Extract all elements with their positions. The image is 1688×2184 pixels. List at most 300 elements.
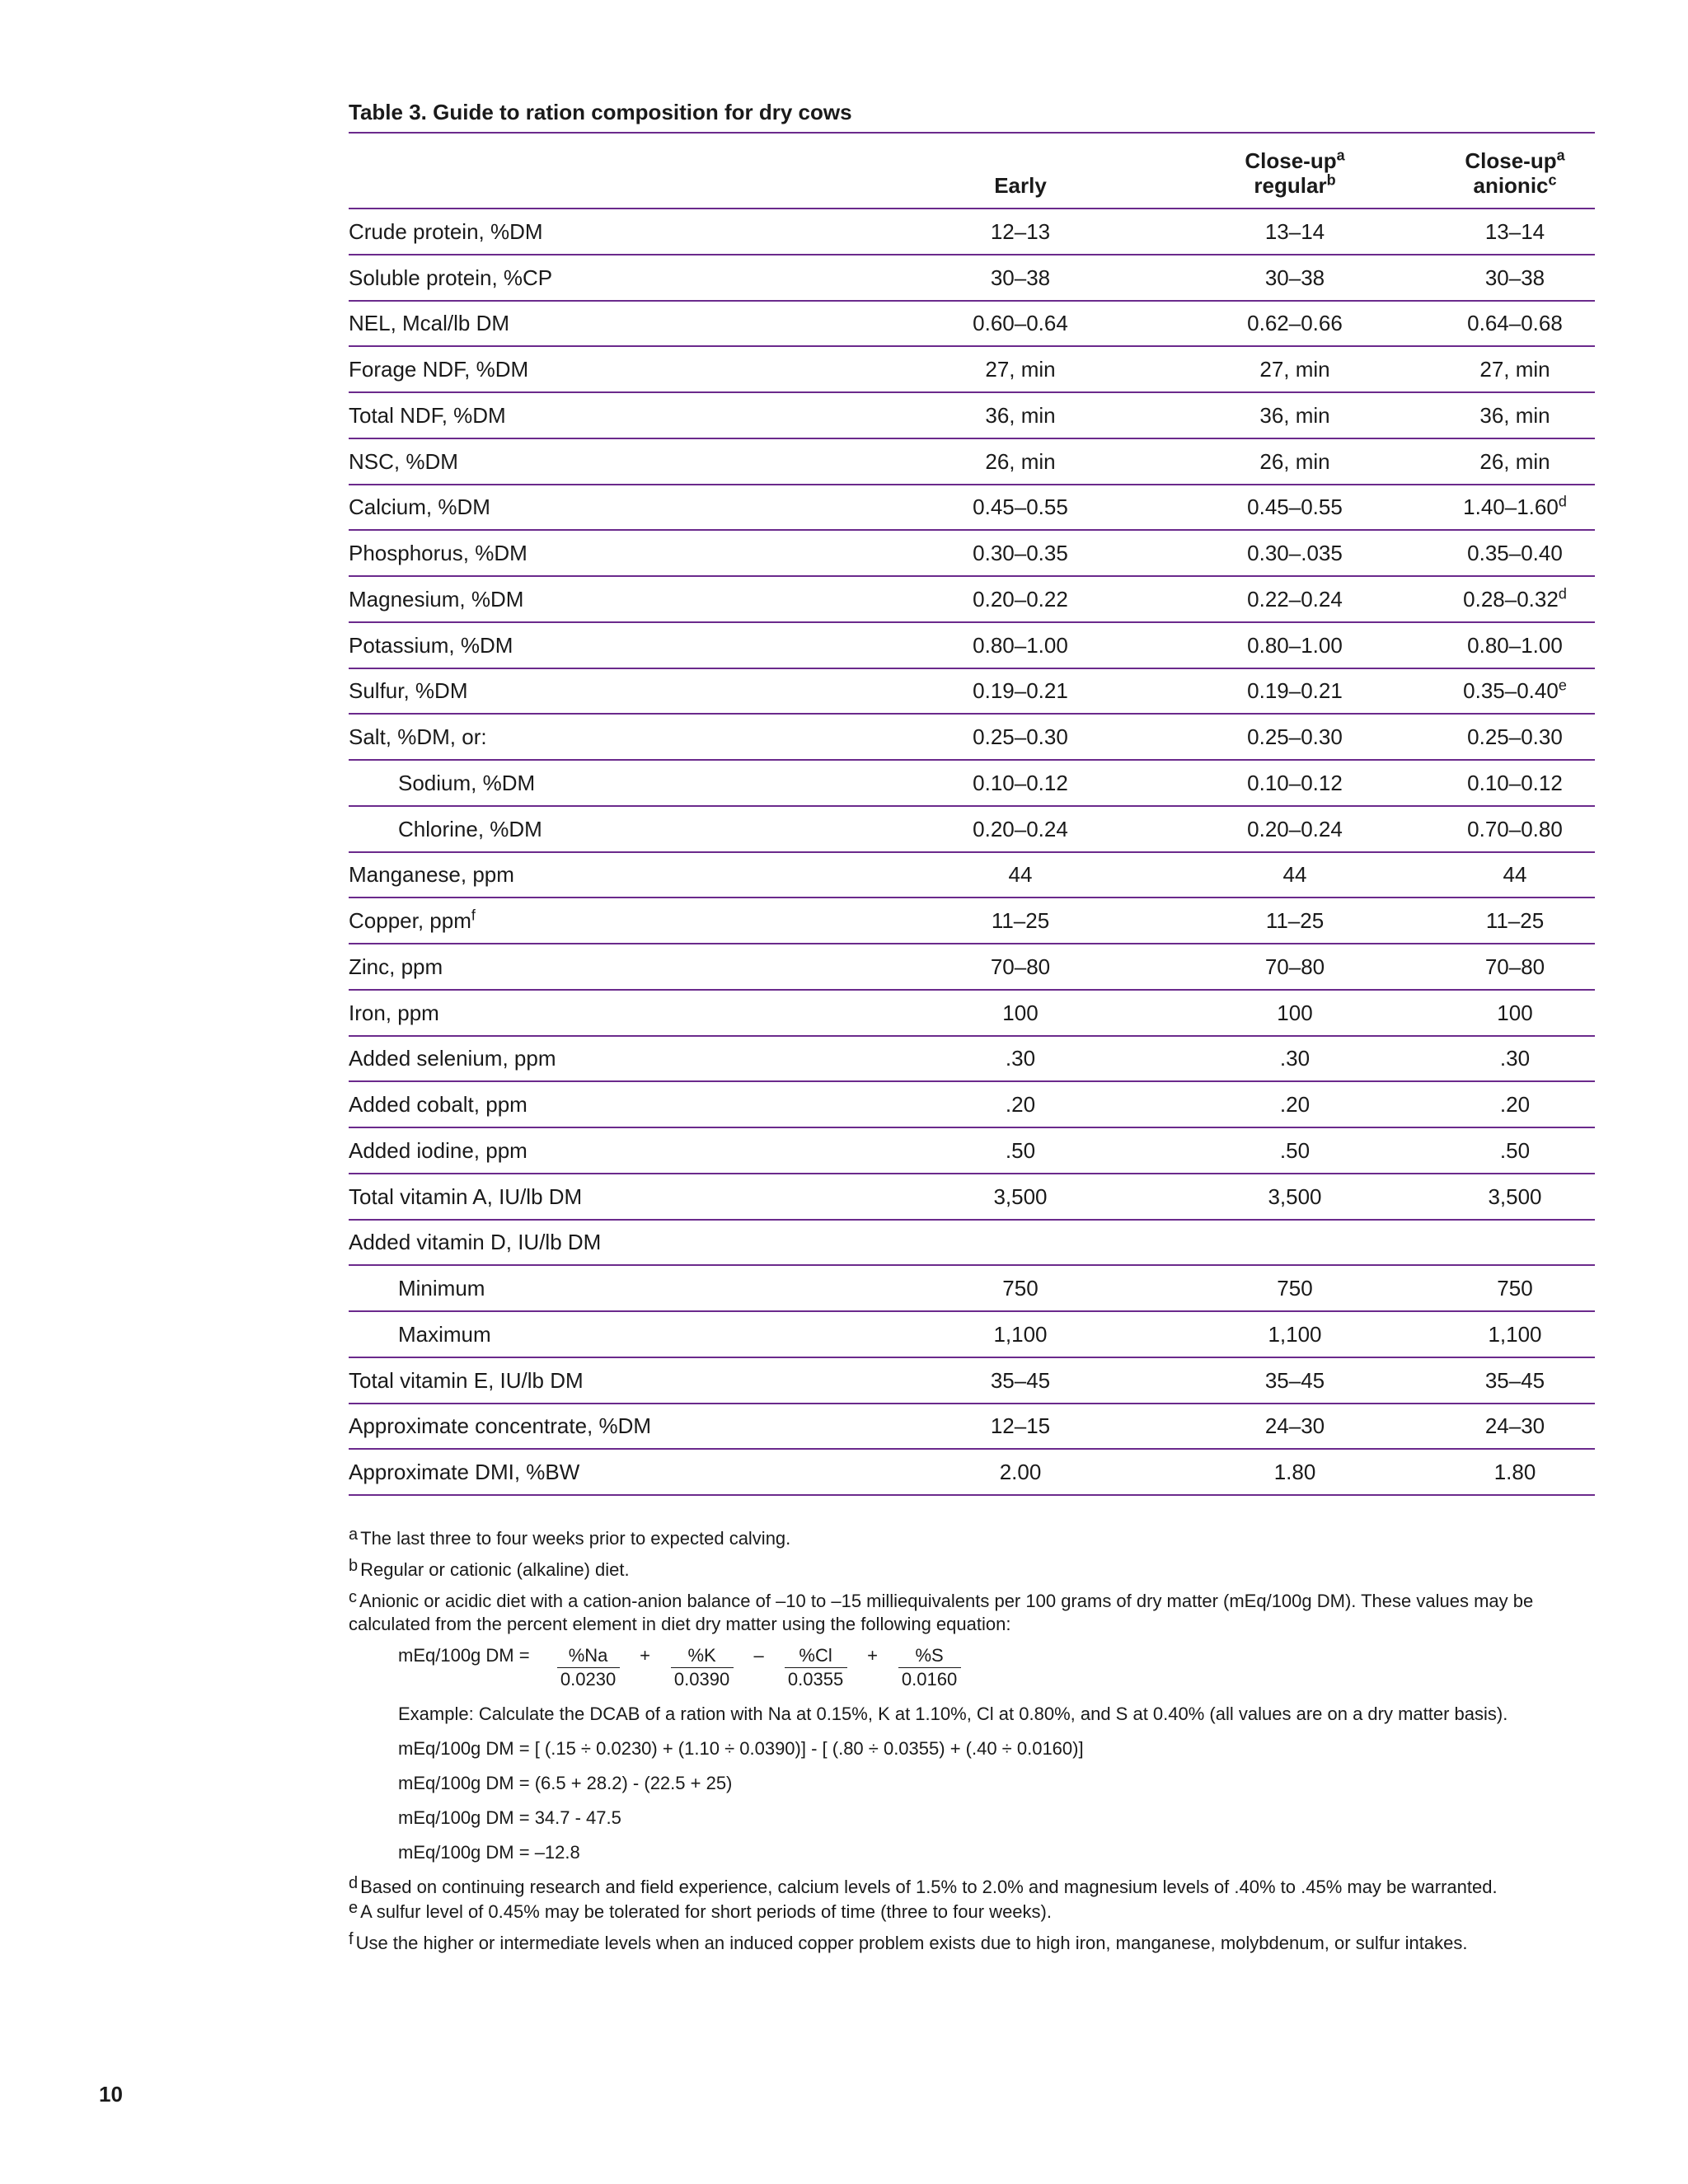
value-text: 30–38	[1264, 265, 1325, 290]
footnote-text: The last three to four weeks prior to expected calving.	[360, 1528, 791, 1549]
value-text: 100	[1002, 1000, 1039, 1025]
row-label-text: Potassium, %DM	[349, 632, 513, 658]
table-title: Table 3. Guide to ration composition for dry cows	[349, 100, 852, 124]
header-cell-1	[1155, 133, 1435, 209]
row-label-text: Phosphorus, %DM	[349, 541, 528, 566]
value-cell	[1155, 1311, 1435, 1357]
value-cell	[1155, 485, 1435, 531]
value-text: 0.19–0.21	[1247, 678, 1343, 704]
table-row	[349, 346, 1595, 392]
value-cell	[1435, 1081, 1595, 1127]
value-text: 2.00	[999, 1460, 1042, 1485]
value-text: 1,100	[993, 1321, 1048, 1347]
table-header	[349, 133, 1595, 209]
table-row	[349, 209, 1595, 255]
value-text: 26, min	[1259, 448, 1330, 474]
value-text: 0.19–0.21	[973, 678, 1068, 704]
value-text: 3,500	[1488, 1183, 1542, 1209]
value-cell	[1435, 1127, 1595, 1174]
value-text: 24–30	[1484, 1413, 1545, 1439]
value-text: 0.70–0.80	[1467, 816, 1563, 841]
value-text: 0.35–0.40	[1467, 541, 1563, 566]
table-body	[349, 209, 1595, 1495]
value-cell	[1155, 714, 1435, 760]
example-line: mEq/100g DM = 34.7 - 47.5	[398, 1807, 621, 1828]
example-line: mEq/100g DM = [ (.15 ÷ 0.0230) + (1.10 ÷ 0.0390)] - [ (.80 ÷ 0.0355) + (.40 ÷ 0.0160)]	[398, 1738, 1084, 1759]
value-text: 1,100	[1488, 1321, 1542, 1347]
value-text: 0.20–0.24	[973, 816, 1068, 841]
row-label-text: Forage NDF, %DM	[349, 357, 529, 382]
row-label-text: Copper, ppm	[349, 908, 471, 934]
value-text: 36, min	[985, 402, 1056, 428]
value-text: .20	[1005, 1092, 1036, 1118]
row-label-text: Salt, %DM, or:	[349, 724, 487, 750]
value-text: 27, min	[1479, 357, 1550, 382]
document-content	[349, 92, 1595, 1963]
row-label-text: NSC, %DM	[349, 448, 458, 474]
table-row	[349, 852, 1595, 898]
value-cell	[886, 852, 1155, 898]
value-text: .50	[1279, 1137, 1311, 1163]
value-text: 0.60–0.64	[973, 311, 1068, 336]
row-label-text: Total NDF, %DM	[349, 402, 506, 428]
value-cell	[1155, 1127, 1435, 1174]
value-text: 0.30–0.35	[973, 541, 1068, 566]
value-text: 1,100	[1268, 1321, 1322, 1347]
value-cell	[1435, 576, 1595, 622]
fraction-denominator: 0.0230	[560, 1669, 617, 1690]
footnote-c	[349, 1590, 1595, 1636]
table-row	[349, 806, 1595, 852]
value-text: 0.80–1.00	[1247, 632, 1343, 658]
fraction-cl	[776, 1644, 856, 1691]
value-text: 35–45	[1484, 1367, 1545, 1393]
row-label	[349, 1404, 886, 1450]
value-cell	[1155, 898, 1435, 944]
table-row	[349, 576, 1595, 622]
header-row	[349, 133, 1595, 209]
value-cell	[886, 485, 1155, 531]
value-cell	[1435, 990, 1595, 1036]
footnote-ref: b	[1326, 171, 1336, 189]
value-text: 750	[1497, 1276, 1533, 1301]
row-label	[349, 301, 886, 347]
row-label	[349, 392, 886, 438]
row-label	[349, 806, 886, 852]
value-text: 750	[1002, 1276, 1039, 1301]
value-cell	[886, 668, 1155, 715]
footnote-a	[349, 1527, 1595, 1550]
value-cell	[1155, 1449, 1435, 1495]
value-cell	[886, 622, 1155, 668]
value-cell	[886, 530, 1155, 576]
header-cell-0	[886, 133, 1155, 209]
row-label-text: Magnesium, %DM	[349, 586, 524, 612]
value-cell	[1155, 209, 1435, 255]
value-text: 0.10–0.12	[973, 770, 1068, 795]
table-row	[349, 1081, 1595, 1127]
ration-table	[349, 132, 1595, 1496]
value-cell	[1155, 1036, 1435, 1082]
value-cell	[1435, 1036, 1595, 1082]
page-number: 10	[99, 2082, 123, 2107]
value-cell	[1155, 990, 1435, 1036]
row-label-text: Added iodine, ppm	[349, 1137, 528, 1163]
value-cell	[886, 1081, 1155, 1127]
footnote-text: Based on continuing research and field experience, calcium levels of 1.5% to 2.0% and magnesium levels of .40% to .45% may be warranted.	[360, 1877, 1498, 1897]
value-text: 44	[1503, 862, 1527, 888]
header-line2: anionic	[1473, 173, 1549, 198]
value-cell	[886, 255, 1155, 301]
value-cell	[886, 392, 1155, 438]
value-text: 3,500	[993, 1183, 1048, 1209]
table-row	[349, 760, 1595, 806]
table-row	[349, 255, 1595, 301]
footnote-e	[349, 1900, 1595, 1924]
row-label	[349, 622, 886, 668]
value-text: 44	[1008, 862, 1033, 888]
row-label	[349, 668, 886, 715]
value-cell	[1435, 1449, 1595, 1495]
row-label	[349, 576, 886, 622]
value-text: .50	[1499, 1137, 1531, 1163]
value-cell	[1435, 1265, 1595, 1311]
value-cell	[1435, 392, 1595, 438]
value-text: 27, min	[985, 357, 1056, 382]
row-label-text: Manganese, ppm	[349, 862, 514, 888]
value-text: .50	[1005, 1137, 1036, 1163]
footnote-ref: c	[1548, 171, 1557, 189]
fraction-denominator: 0.0160	[901, 1669, 958, 1690]
table-row	[349, 438, 1595, 485]
value-text: 0.20–0.24	[1247, 816, 1343, 841]
value-text: 30–38	[1484, 265, 1545, 290]
value-text: 70–80	[1484, 954, 1545, 979]
value-cell	[1155, 346, 1435, 392]
value-cell	[1435, 346, 1595, 392]
value-cell	[1435, 714, 1595, 760]
row-label	[349, 760, 886, 806]
value-text: 36, min	[1259, 402, 1330, 428]
value-text: 750	[1277, 1276, 1313, 1301]
value-cell	[1435, 438, 1595, 485]
row-label-text: Soluble protein, %CP	[349, 265, 553, 290]
value-text: 11–25	[991, 908, 1050, 934]
value-text: .30	[1499, 1046, 1531, 1071]
table-row	[349, 944, 1595, 990]
row-label	[349, 485, 886, 531]
value-cell	[886, 1404, 1155, 1450]
value-cell	[886, 990, 1155, 1036]
value-cell	[1435, 944, 1595, 990]
row-label	[349, 1265, 886, 1311]
value-cell	[886, 1127, 1155, 1174]
value-text: 0.28–0.32	[1463, 586, 1559, 612]
table-row	[349, 485, 1595, 531]
value-cell	[886, 1311, 1155, 1357]
value-cell	[1155, 944, 1435, 990]
value-text: .20	[1279, 1092, 1311, 1118]
value-cell	[886, 1449, 1155, 1495]
table-row	[349, 1220, 1595, 1266]
row-label-text: Added selenium, ppm	[349, 1046, 556, 1071]
value-text: 24–30	[1264, 1413, 1325, 1439]
value-text: 1.40–1.60	[1463, 494, 1559, 520]
row-label	[349, 1357, 886, 1404]
footnote-text: Use the higher or intermediate levels when an induced copper problem exists due to high iron, manganese, molybdenum, or sulfur intakes.	[355, 1933, 1468, 1953]
row-label-text: Sulfur, %DM	[349, 678, 468, 704]
value-cell	[1435, 255, 1595, 301]
value-text: 0.25–0.30	[1467, 724, 1563, 750]
row-label	[349, 530, 886, 576]
header-cell-label	[349, 133, 886, 209]
value-cell	[1155, 1265, 1435, 1311]
value-text: 1.80	[1273, 1460, 1316, 1485]
value-cell	[886, 576, 1155, 622]
example-line: mEq/100g DM = –12.8	[398, 1842, 580, 1863]
row-label	[349, 944, 886, 990]
value-cell	[1155, 760, 1435, 806]
footnote-ref: a	[1336, 147, 1345, 164]
header-line2: Early	[994, 173, 1047, 198]
row-label-text: Sodium, %DM	[398, 770, 536, 795]
value-cell	[886, 714, 1155, 760]
value-cell	[886, 1220, 1155, 1266]
value-cell	[1435, 209, 1595, 255]
row-label-text: Added vitamin D, IU/lb DM	[349, 1230, 602, 1255]
row-label	[349, 990, 886, 1036]
value-cell	[1155, 530, 1435, 576]
table-row	[349, 1357, 1595, 1404]
value-cell	[1435, 485, 1595, 531]
value-cell	[886, 301, 1155, 347]
value-text: .20	[1499, 1092, 1531, 1118]
value-cell	[1155, 1174, 1435, 1220]
footnote-ref: d	[1558, 493, 1567, 510]
row-label-text: Calcium, %DM	[349, 494, 490, 520]
value-text: 36, min	[1479, 402, 1550, 428]
value-cell	[886, 1265, 1155, 1311]
value-text: .30	[1005, 1046, 1036, 1071]
footnote-ref: e	[1558, 677, 1567, 694]
value-text: 26, min	[1479, 448, 1550, 474]
value-cell	[886, 1357, 1155, 1404]
header-line1: Close-up	[1245, 148, 1337, 173]
value-cell	[1435, 852, 1595, 898]
value-cell	[1155, 255, 1435, 301]
value-cell	[886, 760, 1155, 806]
value-cell	[1435, 806, 1595, 852]
row-label	[349, 255, 886, 301]
value-text: 0.62–0.66	[1247, 311, 1343, 336]
value-cell	[1435, 1357, 1595, 1404]
value-text: 0.64–0.68	[1467, 311, 1563, 336]
example-line: Example: Calculate the DCAB of a ration with Na at 0.15%, K at 1.10%, Cl at 0.80%, and S at 0.40% (all values are on a dry matter basis).	[398, 1704, 1508, 1724]
value-text: 30–38	[990, 265, 1051, 290]
row-label-text: Maximum	[398, 1321, 491, 1347]
row-label-text: Approximate concentrate, %DM	[349, 1413, 652, 1439]
row-label-text: Iron, ppm	[349, 1000, 439, 1025]
fraction-na	[548, 1644, 629, 1691]
fraction-s	[889, 1644, 970, 1691]
footnote-text: Anionic or acidic diet with a cation-anion balance of –10 to –15 milliequivalents per 100 grams of dry matter (mEq/100g DM). These values may be calculated from the percent element in diet dry matter using the following equation:	[349, 1591, 1534, 1634]
value-cell	[1155, 1357, 1435, 1404]
footnote-marker: c	[349, 1588, 357, 1606]
value-text: 0.10–0.12	[1247, 770, 1343, 795]
footnote-b	[349, 1558, 1595, 1582]
row-label	[349, 1127, 886, 1174]
footnote-d	[349, 1876, 1595, 1899]
footnote-ref: d	[1558, 585, 1567, 602]
value-text: 0.22–0.24	[1247, 586, 1343, 612]
value-text: 100	[1497, 1000, 1533, 1025]
value-text: 0.35–0.40	[1463, 678, 1559, 704]
value-cell	[1435, 1311, 1595, 1357]
value-cell	[1435, 760, 1595, 806]
value-text: 0.45–0.55	[1247, 494, 1343, 520]
value-text: 12–15	[990, 1413, 1051, 1439]
value-text: .30	[1279, 1046, 1311, 1071]
value-text: 70–80	[1264, 954, 1325, 979]
footnote-marker: e	[349, 1899, 359, 1917]
table-row	[349, 1265, 1595, 1311]
value-text: 0.25–0.30	[1247, 724, 1343, 750]
value-text: 0.80–1.00	[973, 632, 1068, 658]
row-label	[349, 1036, 886, 1082]
row-label	[349, 714, 886, 760]
dcab-equation	[398, 1644, 1595, 1691]
operator-minus: –	[753, 1645, 764, 1666]
row-label-text: Total vitamin A, IU/lb DM	[349, 1183, 583, 1209]
value-cell	[1155, 576, 1435, 622]
footnote-ref: f	[471, 907, 476, 924]
value-cell	[886, 898, 1155, 944]
footnote-marker: a	[349, 1526, 359, 1544]
value-cell	[1155, 1081, 1435, 1127]
value-cell	[1155, 852, 1435, 898]
value-cell	[1435, 530, 1595, 576]
footnote-text: Regular or cationic (alkaline) diet.	[360, 1559, 630, 1580]
value-text: 12–13	[990, 218, 1051, 244]
value-text: 13–14	[1264, 218, 1325, 244]
value-cell	[886, 944, 1155, 990]
value-cell	[1435, 1404, 1595, 1450]
header-line1: Close-up	[1465, 148, 1557, 173]
value-text: 3,500	[1268, 1183, 1322, 1209]
row-label-text: Added cobalt, ppm	[349, 1092, 528, 1118]
value-cell	[1435, 668, 1595, 715]
row-label	[349, 1220, 886, 1266]
value-cell	[1435, 1220, 1595, 1266]
table-row	[349, 392, 1595, 438]
example-line: mEq/100g DM = (6.5 + 28.2) - (22.5 + 25)	[398, 1773, 733, 1793]
table-row	[349, 898, 1595, 944]
fraction-numerator: %K	[671, 1644, 734, 1668]
table-row	[349, 1174, 1595, 1220]
footnote-text: A sulfur level of 0.45% may be tolerated for short periods of time (three to four weeks).	[360, 1901, 1052, 1922]
row-label	[349, 438, 886, 485]
value-text: 1.80	[1493, 1460, 1536, 1485]
row-label	[349, 1081, 886, 1127]
value-cell	[1155, 1220, 1435, 1266]
value-text: 35–45	[1264, 1367, 1325, 1393]
value-cell	[886, 346, 1155, 392]
footnote-marker: f	[349, 1930, 354, 1948]
fraction-denominator: 0.0355	[787, 1669, 844, 1690]
value-cell	[1155, 622, 1435, 668]
value-text: 35–45	[990, 1367, 1051, 1393]
operator-plus: +	[867, 1645, 878, 1666]
value-cell	[886, 209, 1155, 255]
value-cell	[1155, 392, 1435, 438]
value-text: 0.20–0.22	[973, 586, 1068, 612]
row-label-text: Minimum	[398, 1276, 485, 1301]
value-text: 0.80–1.00	[1467, 632, 1563, 658]
header-line2: regular	[1254, 173, 1327, 198]
table-row	[349, 1404, 1595, 1450]
value-text: 27, min	[1259, 357, 1330, 382]
value-text: 44	[1282, 862, 1307, 888]
value-text: 11–25	[1265, 908, 1325, 934]
footnote-marker: b	[349, 1557, 359, 1575]
value-text: 13–14	[1484, 218, 1545, 244]
row-label	[349, 898, 886, 944]
value-cell	[1155, 668, 1435, 715]
table-row	[349, 1449, 1595, 1495]
row-label-text: NEL, Mcal/lb DM	[349, 311, 510, 336]
value-cell	[886, 438, 1155, 485]
value-cell	[1155, 301, 1435, 347]
value-text: 100	[1277, 1000, 1313, 1025]
value-text: 70–80	[990, 954, 1051, 979]
dcab-calculation	[349, 1644, 1595, 1864]
value-cell	[1155, 1404, 1435, 1450]
value-cell	[1155, 438, 1435, 485]
fraction-numerator: %S	[898, 1644, 961, 1668]
table-row	[349, 668, 1595, 715]
footnote-f	[349, 1932, 1595, 1955]
row-label-text: Crude protein, %DM	[349, 218, 543, 244]
operator-plus: +	[640, 1645, 650, 1666]
row-label-text: Total vitamin E, IU/lb DM	[349, 1367, 584, 1393]
fraction-numerator: %Cl	[785, 1644, 847, 1668]
row-label-text: Zinc, ppm	[349, 954, 443, 979]
fraction-numerator: %Na	[557, 1644, 620, 1668]
value-cell	[886, 1036, 1155, 1082]
equation-prefix: mEq/100g DM =	[398, 1645, 530, 1666]
row-label-text: Chlorine, %DM	[398, 816, 542, 841]
value-text: 26, min	[985, 448, 1056, 474]
footnotes	[349, 1527, 1595, 1955]
fraction-denominator: 0.0390	[673, 1669, 730, 1690]
value-cell	[1435, 622, 1595, 668]
row-label	[349, 209, 886, 255]
value-cell	[1435, 1174, 1595, 1220]
value-cell	[886, 1174, 1155, 1220]
row-label	[349, 1174, 886, 1220]
value-cell	[1435, 898, 1595, 944]
value-text: 11–25	[1485, 908, 1545, 934]
value-text: 0.30–.035	[1247, 541, 1343, 566]
header-cell-2	[1435, 133, 1595, 209]
footnote-marker: d	[349, 1874, 359, 1892]
table-row	[349, 622, 1595, 668]
table-row	[349, 301, 1595, 347]
row-label	[349, 346, 886, 392]
value-text: 0.10–0.12	[1467, 770, 1563, 795]
footnote-ref: a	[1556, 147, 1565, 164]
table-row	[349, 990, 1595, 1036]
